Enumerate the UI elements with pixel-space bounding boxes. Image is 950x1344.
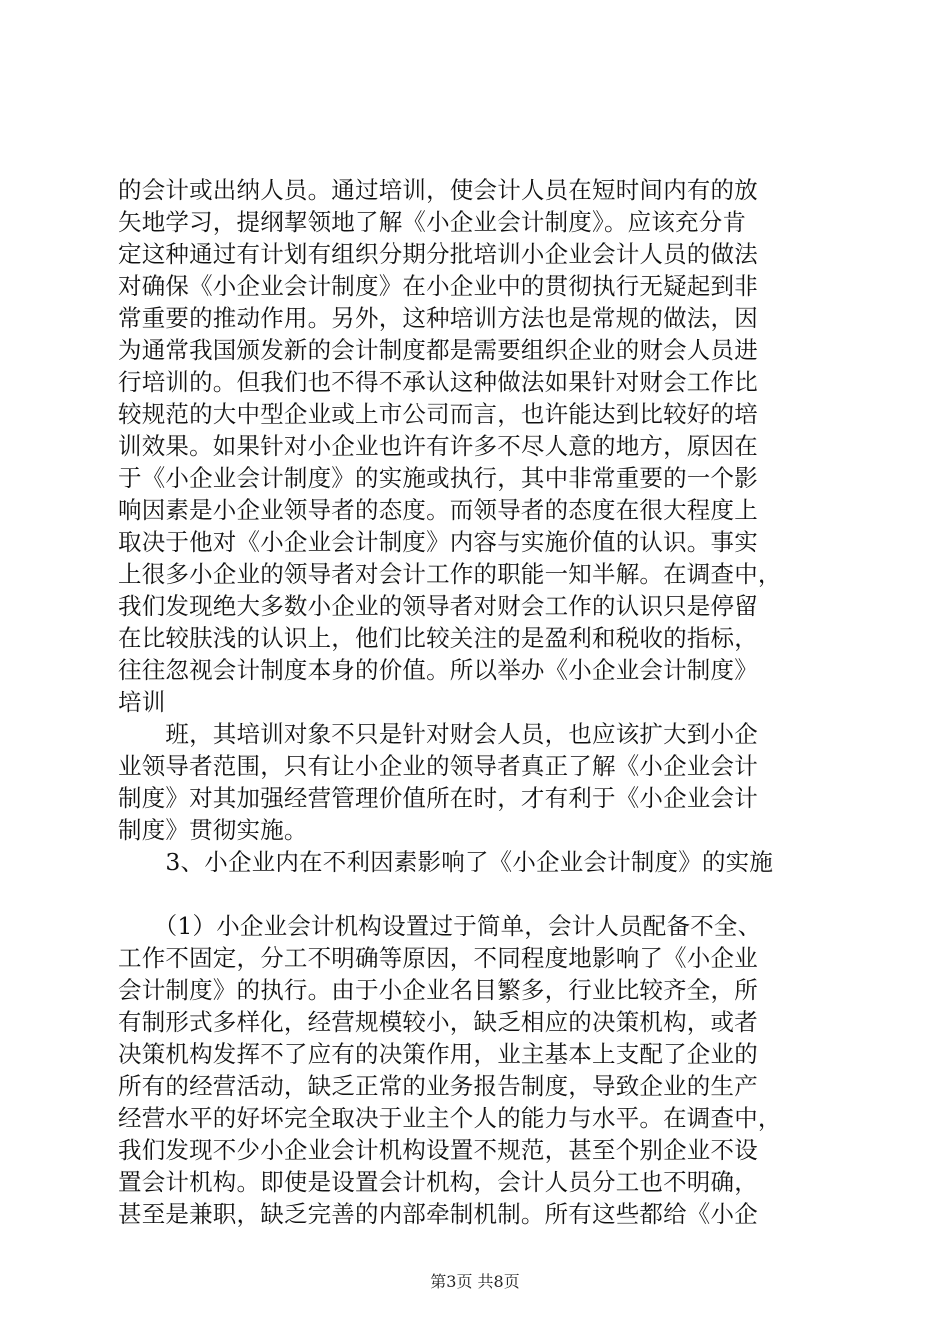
text-line: 班，其培训对象不只是针对财会人员，也应该扩大到小企 — [118, 720, 758, 748]
text-line: 甚至是兼职，缺乏完善的内部牵制机制。所有这些都给《小企 — [118, 1200, 758, 1228]
text-line: 常重要的推动作用。另外，这种培训方法也是常规的做法，因 — [118, 304, 758, 332]
text-line: 有制形式多样化，经营规模较小，缺乏相应的决策机构，或者 — [118, 1008, 758, 1036]
text-line: 上很多小企业的领导者对会计工作的职能一知半解。在调查中， — [118, 560, 782, 588]
text-line: 在比较肤浅的认识上，他们比较关注的是盈利和税收的指标， — [118, 624, 758, 652]
text-line: 定这种通过有计划有组织分期分批培训小企业会计人员的做法 — [118, 240, 758, 268]
text-line: 置会计机构。即使是设置会计机构，会计人员分工也不明确， — [118, 1168, 758, 1196]
text-line: 我们发现绝大多数小企业的领导者对财会工作的认识只是停留 — [118, 592, 758, 620]
text-line: 会计制度》的执行。由于小企业名目繁多，行业比较齐全，所 — [118, 976, 758, 1004]
text-line: 取决于他对《小企业会计制度》内容与实施价值的认识。事实 — [118, 528, 758, 556]
text-line: 于《小企业会计制度》的实施或执行，其中非常重要的一个影 — [118, 464, 758, 492]
text-line: 工作不固定，分工不明确等原因，不同程度地影响了《小企业 — [118, 944, 758, 972]
text-line: 制度》贯彻实施。 — [118, 816, 308, 844]
text-line: 经营水平的好坏完全取决于业主个人的能力与水平。在调查中， — [118, 1104, 782, 1132]
text-line: 决策机构发挥不了应有的决策作用，业主基本上支配了企业的 — [118, 1040, 758, 1068]
text-line: 对确保《小企业会计制度》在小企业中的贯彻执行无疑起到非 — [118, 272, 758, 300]
text-line: 矢地学习，提纲挈领地了解《小企业会计制度》。应该充分肯 — [118, 208, 747, 236]
page-number-footer: 第3页 共8页 — [430, 1272, 520, 1291]
text-line: 培训 — [118, 688, 166, 716]
text-line: 制度》对其加强经营管理价值所在时，才有利于《小企业会计 — [118, 784, 758, 812]
text-line: 所有的经营活动，缺乏正常的业务报告制度，导致企业的生产 — [118, 1072, 758, 1100]
text-line: 3、小企业内在不利因素影响了《小企业会计制度》的实施 — [118, 848, 774, 876]
blank-line — [118, 878, 838, 910]
text-line: 训效果。如果针对小企业也许有许多不尽人意的地方，原因在 — [118, 432, 758, 460]
text-line: 响因素是小企业领导者的态度。而领导者的态度在很大程度上 — [118, 496, 758, 524]
text-line: 业领导者范围，只有让小企业的领导者真正了解《小企业会计 — [118, 752, 758, 780]
text-line: 行培训的。但我们也不得不承认这种做法如果针对财会工作比 — [118, 368, 758, 396]
text-line: 为通常我国颁发新的会计制度都是需要组织企业的财会人员进 — [118, 336, 758, 364]
text-line: 的会计或出纳人员。通过培训，使会计人员在短时间内有的放 — [118, 176, 758, 204]
text-line: （1）小企业会计机构设置过于简单，会计人员配备不全、 — [118, 912, 762, 940]
text-line: 较规范的大中型企业或上市公司而言，也许能达到比较好的培 — [118, 400, 758, 428]
text-line: 往往忽视会计制度本身的价值。所以举办《小企业会计制度》 — [118, 656, 758, 684]
document-body — [118, 174, 838, 1230]
text-line: 我们发现不少小企业会计机构设置不规范，甚至个别企业不设 — [118, 1136, 758, 1164]
